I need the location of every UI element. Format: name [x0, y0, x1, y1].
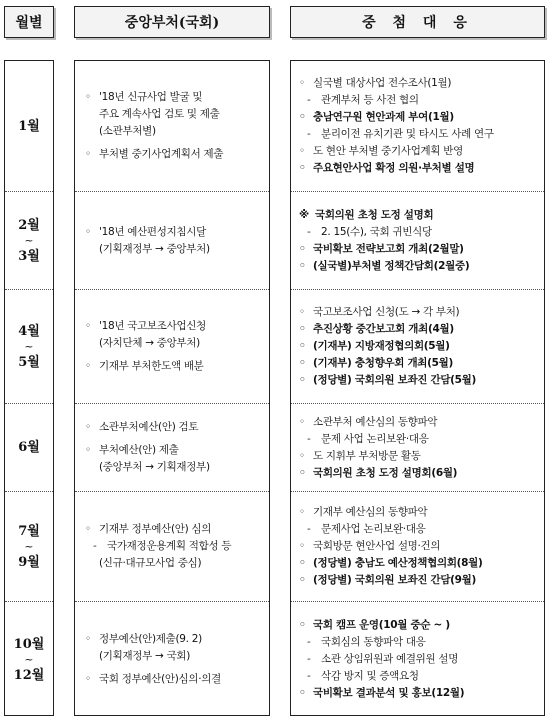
- list-item: [85, 538, 263, 555]
- month-column: [4, 60, 54, 716]
- list-item: [299, 414, 540, 431]
- list-item: [299, 126, 540, 143]
- item-text: 충남연구원 현안과제 부여(1월): [313, 111, 454, 123]
- month-label: 2월: [18, 217, 40, 233]
- list-item: [85, 123, 263, 140]
- list-item: [299, 224, 540, 241]
- central-ministry-cell: [75, 191, 269, 289]
- list-item: [299, 338, 540, 355]
- list-item: [85, 671, 263, 688]
- item-text: (신규·대규모사업 중심): [99, 557, 202, 569]
- item-text: 도 현안 부처별 중기사업계획 반영: [313, 145, 463, 157]
- item-text: 주요현안사업 확정 의원·부처별 설명: [313, 162, 475, 174]
- response-cell: [291, 61, 544, 191]
- bullet-marker: -: [307, 225, 311, 238]
- bullet-marker: ◦: [299, 415, 305, 428]
- bullet-marker: ◦: [299, 323, 306, 335]
- item-text: 기재부 부처한도액 배분: [99, 360, 204, 372]
- bullet-marker: [85, 459, 99, 476]
- item-text: 기재부 예산심의 동향파악: [313, 506, 428, 518]
- bullet-marker: [85, 123, 99, 140]
- item-text: 소관 상임위원과 예결위원 설명: [321, 653, 459, 665]
- list-item: [299, 109, 540, 126]
- list-item: [299, 617, 540, 634]
- central-ministry-cell: [75, 403, 269, 491]
- item-text: 국회 정부예산(안)심의·의결: [99, 673, 221, 685]
- item-text: (중앙부처 → 기획재정부): [99, 461, 210, 473]
- month-label: 1월: [18, 118, 40, 134]
- list-item: [299, 207, 540, 224]
- bullet-marker: ◦: [299, 619, 306, 631]
- item-text: 국비확보 전략보고회 개최(2월말): [313, 242, 464, 255]
- item-text: (정당별) 국회의원 보좌진 간담(9월): [313, 574, 477, 586]
- bullet-marker: [85, 106, 99, 123]
- item-text: (기획재정부 → 중앙부처): [99, 242, 210, 255]
- list-item: [85, 318, 263, 335]
- month-label: 12월: [13, 667, 45, 683]
- bullet-marker: ◦: [299, 340, 306, 352]
- item-text: '18년 국고보조사업신청: [99, 320, 206, 332]
- item-text: (기재부) 지방재정협의회(5월): [313, 340, 450, 352]
- item-text: 실국별 대상사업 전수조사(1월): [313, 77, 452, 89]
- response-cell: [291, 289, 544, 403]
- bullet-marker: ◦: [85, 148, 91, 160]
- bullet-marker: ※: [299, 208, 309, 221]
- item-text: 국가재정운용계획 적합성 등: [107, 540, 232, 552]
- list-item: [299, 143, 540, 160]
- item-text: 주요 계속사업 검토 및 제출: [99, 108, 220, 120]
- header-response: 중 첨 대 응: [290, 6, 545, 38]
- central-ministry-cell: [75, 61, 269, 191]
- bullet-marker: -: [307, 636, 311, 648]
- bullet-marker: -: [307, 670, 311, 682]
- bullet-marker: -: [307, 432, 311, 445]
- bullet-marker: ◦: [299, 540, 305, 552]
- list-item: [299, 465, 540, 482]
- item-text: 추진상황 중간보고회 개최(4월): [313, 323, 454, 335]
- list-item: [299, 75, 540, 92]
- central-ministry-cell: [75, 491, 269, 601]
- bullet-marker: ◦: [299, 506, 305, 518]
- item-text: 문제사업 논리보완·대응: [321, 523, 426, 535]
- list-item: [85, 224, 263, 241]
- list-item: [299, 521, 540, 538]
- item-text: 문제 사업 논리보완·대응: [321, 432, 429, 445]
- month-cell: [5, 191, 53, 289]
- item-text: 소관부처예산(안) 검토: [99, 421, 199, 433]
- item-text: 국회의원 초청 도정 설명회(6월): [313, 466, 458, 479]
- list-item: [299, 448, 540, 465]
- bullet-marker: -: [307, 523, 311, 535]
- list-item: [299, 685, 540, 702]
- bullet-marker: ◦: [85, 320, 91, 332]
- item-text: 삭감 방지 및 증액요청: [321, 670, 419, 682]
- item-text: '18년 신규사업 발굴 및: [99, 91, 203, 103]
- item-text: 2. 15(수), 국회 귀빈식당: [321, 225, 432, 238]
- item-text: (정당별) 국회의원 보좌진 간담(5월): [313, 374, 477, 386]
- item-text: 국비확보 결과분석 및 홍보(12월): [313, 687, 465, 699]
- bullet-marker: [85, 335, 99, 352]
- item-text: (소관부처별): [99, 125, 156, 137]
- item-text: 국회심의 동향파악 대응: [321, 636, 426, 648]
- item-text: 분리이전 유치기관 및 타시도 사례 연구: [321, 128, 494, 140]
- month-range-tilde: ~: [24, 233, 34, 247]
- item-text: (정당별) 충남도 예산정책협의회(8월): [313, 557, 483, 569]
- bullet-marker: ◦: [299, 145, 305, 157]
- list-item: [85, 521, 263, 538]
- bullet-marker: ◦: [299, 306, 305, 318]
- list-item: [299, 504, 540, 521]
- bullet-marker: [85, 555, 99, 572]
- list-item: [299, 651, 540, 668]
- month-label: 9월: [18, 554, 40, 570]
- bullet-marker: ◦: [299, 557, 306, 569]
- list-item: [85, 335, 263, 352]
- header-month: 월별: [4, 6, 54, 38]
- list-item: [85, 442, 263, 459]
- list-item: [85, 631, 263, 648]
- item-text: (자치단체 → 중앙부처): [99, 337, 200, 349]
- bullet-marker: ◦: [85, 673, 91, 685]
- bullet-marker: ◦: [299, 162, 306, 174]
- bullet-marker: -: [307, 94, 311, 106]
- bullet-marker: [85, 648, 99, 665]
- header-central-ministry: 중앙부처(국회): [74, 6, 270, 38]
- bullet-marker: ◦: [85, 523, 91, 535]
- list-item: [85, 241, 263, 258]
- item-text: 소관부처 예산심의 동향파악: [313, 415, 438, 428]
- month-range-tilde: ~: [24, 652, 34, 666]
- central-ministry-cell: [75, 289, 269, 403]
- month-cell: [5, 491, 53, 601]
- list-item: [299, 321, 540, 338]
- bullet-marker: ◦: [85, 421, 91, 433]
- bullet-marker: ◦: [299, 242, 306, 255]
- response-column: [290, 60, 545, 716]
- month-label: 6월: [18, 440, 40, 455]
- bullet-marker: ◦: [85, 225, 91, 238]
- central-ministry-cell: [75, 601, 269, 717]
- bullet-marker: ◦: [85, 444, 91, 456]
- item-text: 정부예산(안)제출(9. 2): [99, 633, 202, 645]
- list-item: [299, 92, 540, 109]
- bullet-marker: ◦: [85, 360, 91, 372]
- list-item: [299, 304, 540, 321]
- list-item: [85, 419, 263, 436]
- month-cell: [5, 403, 53, 491]
- list-item: [299, 258, 540, 275]
- item-text: 국고보조사업 신청(도 → 각 부처): [313, 306, 460, 318]
- item-text: (기획재정부 → 국회): [99, 650, 191, 662]
- month-label: 7월: [18, 523, 40, 539]
- item-text: 국회 캠프 운영(10월 중순 ~ ): [313, 619, 450, 631]
- month-cell: [5, 61, 53, 191]
- item-text: 국회의원 초청 도정 설명회: [315, 208, 434, 221]
- item-text: 기재부 정부예산(안) 심의: [99, 523, 212, 535]
- bullet-marker: ◦: [299, 357, 306, 369]
- list-item: [85, 89, 263, 106]
- list-item: [299, 372, 540, 389]
- bullet-marker: ◦: [299, 111, 306, 123]
- bullet-marker: ◦: [299, 449, 305, 462]
- response-cell: [291, 491, 544, 601]
- list-item: [299, 555, 540, 572]
- bullet-marker: -: [93, 540, 97, 552]
- list-item: [85, 358, 263, 375]
- list-item: [299, 431, 540, 448]
- item-text: 부처별 중기사업계획서 제출: [99, 148, 224, 160]
- item-text: 부처예산(안) 제출: [99, 444, 179, 456]
- list-item: [299, 241, 540, 258]
- list-item: [299, 538, 540, 555]
- bullet-marker: ◦: [299, 466, 306, 479]
- bullet-marker: ◦: [85, 91, 91, 103]
- bullet-marker: [85, 241, 99, 258]
- bullet-marker: ◦: [299, 259, 306, 272]
- bullet-marker: ◦: [299, 77, 305, 89]
- list-item: [85, 459, 263, 476]
- response-cell: [291, 191, 544, 289]
- month-range-tilde: ~: [24, 539, 34, 553]
- bullet-marker: ◦: [85, 633, 91, 645]
- list-item: [299, 572, 540, 589]
- month-cell: [5, 601, 53, 717]
- list-item: [299, 668, 540, 685]
- list-item: [85, 106, 263, 123]
- month-label: 4월: [18, 323, 40, 339]
- item-text: (기재부) 충청향우회 개최(5월): [313, 357, 453, 369]
- list-item: [85, 555, 263, 572]
- month-label: 10월: [13, 636, 45, 652]
- list-item: [85, 146, 263, 163]
- item-text: 도 지휘부 부처방문 활동: [313, 449, 421, 462]
- list-item: [299, 160, 540, 177]
- month-label: 5월: [18, 354, 40, 370]
- central-ministry-column: [74, 60, 270, 716]
- month-cell: [5, 289, 53, 403]
- month-range-tilde: ~: [24, 339, 34, 353]
- response-cell: [291, 601, 544, 717]
- bullet-marker: ◦: [299, 574, 306, 586]
- bullet-marker: ◦: [299, 687, 306, 699]
- item-text: '18년 예산편성지침시달: [99, 225, 206, 238]
- list-item: [85, 648, 263, 665]
- item-text: 관계부처 등 사전 협의: [321, 94, 419, 106]
- bullet-marker: -: [307, 128, 311, 140]
- bullet-marker: -: [307, 653, 311, 665]
- list-item: [299, 634, 540, 651]
- month-label: 3월: [18, 248, 40, 264]
- response-cell: [291, 403, 544, 491]
- bullet-marker: ◦: [299, 374, 306, 386]
- list-item: [299, 355, 540, 372]
- item-text: (실국별)부처별 정책간담회(2월중): [313, 259, 470, 272]
- item-text: 국회방문 현안사업 설명·건의: [313, 540, 441, 552]
